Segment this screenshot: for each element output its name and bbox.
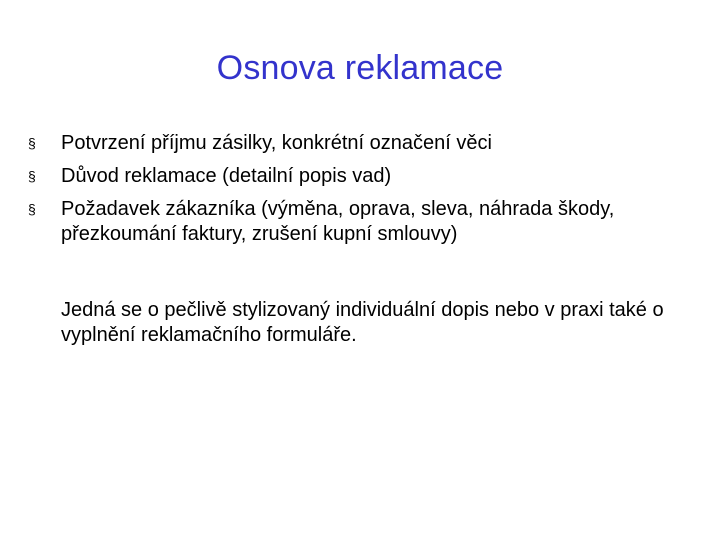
bullet-item [0, 164, 720, 189]
bullet-text: Důvod reklamace (detailní popis vad) [61, 165, 392, 187]
bullet-item [0, 131, 720, 156]
bullet-text: Požadavek zákazníka (výměna, oprava, sleva, náhrada škody, přezkoumání faktury, zrušení kupní smlouvy) [61, 198, 615, 245]
bullet-item [0, 197, 720, 247]
bullet-marker-icon: § [28, 135, 36, 151]
bullet-marker-icon: § [28, 201, 36, 217]
bullet-text: Potvrzení příjmu zásilky, konkrétní označení věci [61, 132, 492, 154]
slide-title: Osnova reklamace [216, 49, 504, 87]
body-paragraph: Jedná se o pečlivě stylizovaný individuální dopis nebo v praxi také o vyplnění reklamačního formuláře. [61, 299, 664, 346]
bullet-marker-icon: § [28, 168, 36, 184]
bullet-list [0, 131, 720, 255]
